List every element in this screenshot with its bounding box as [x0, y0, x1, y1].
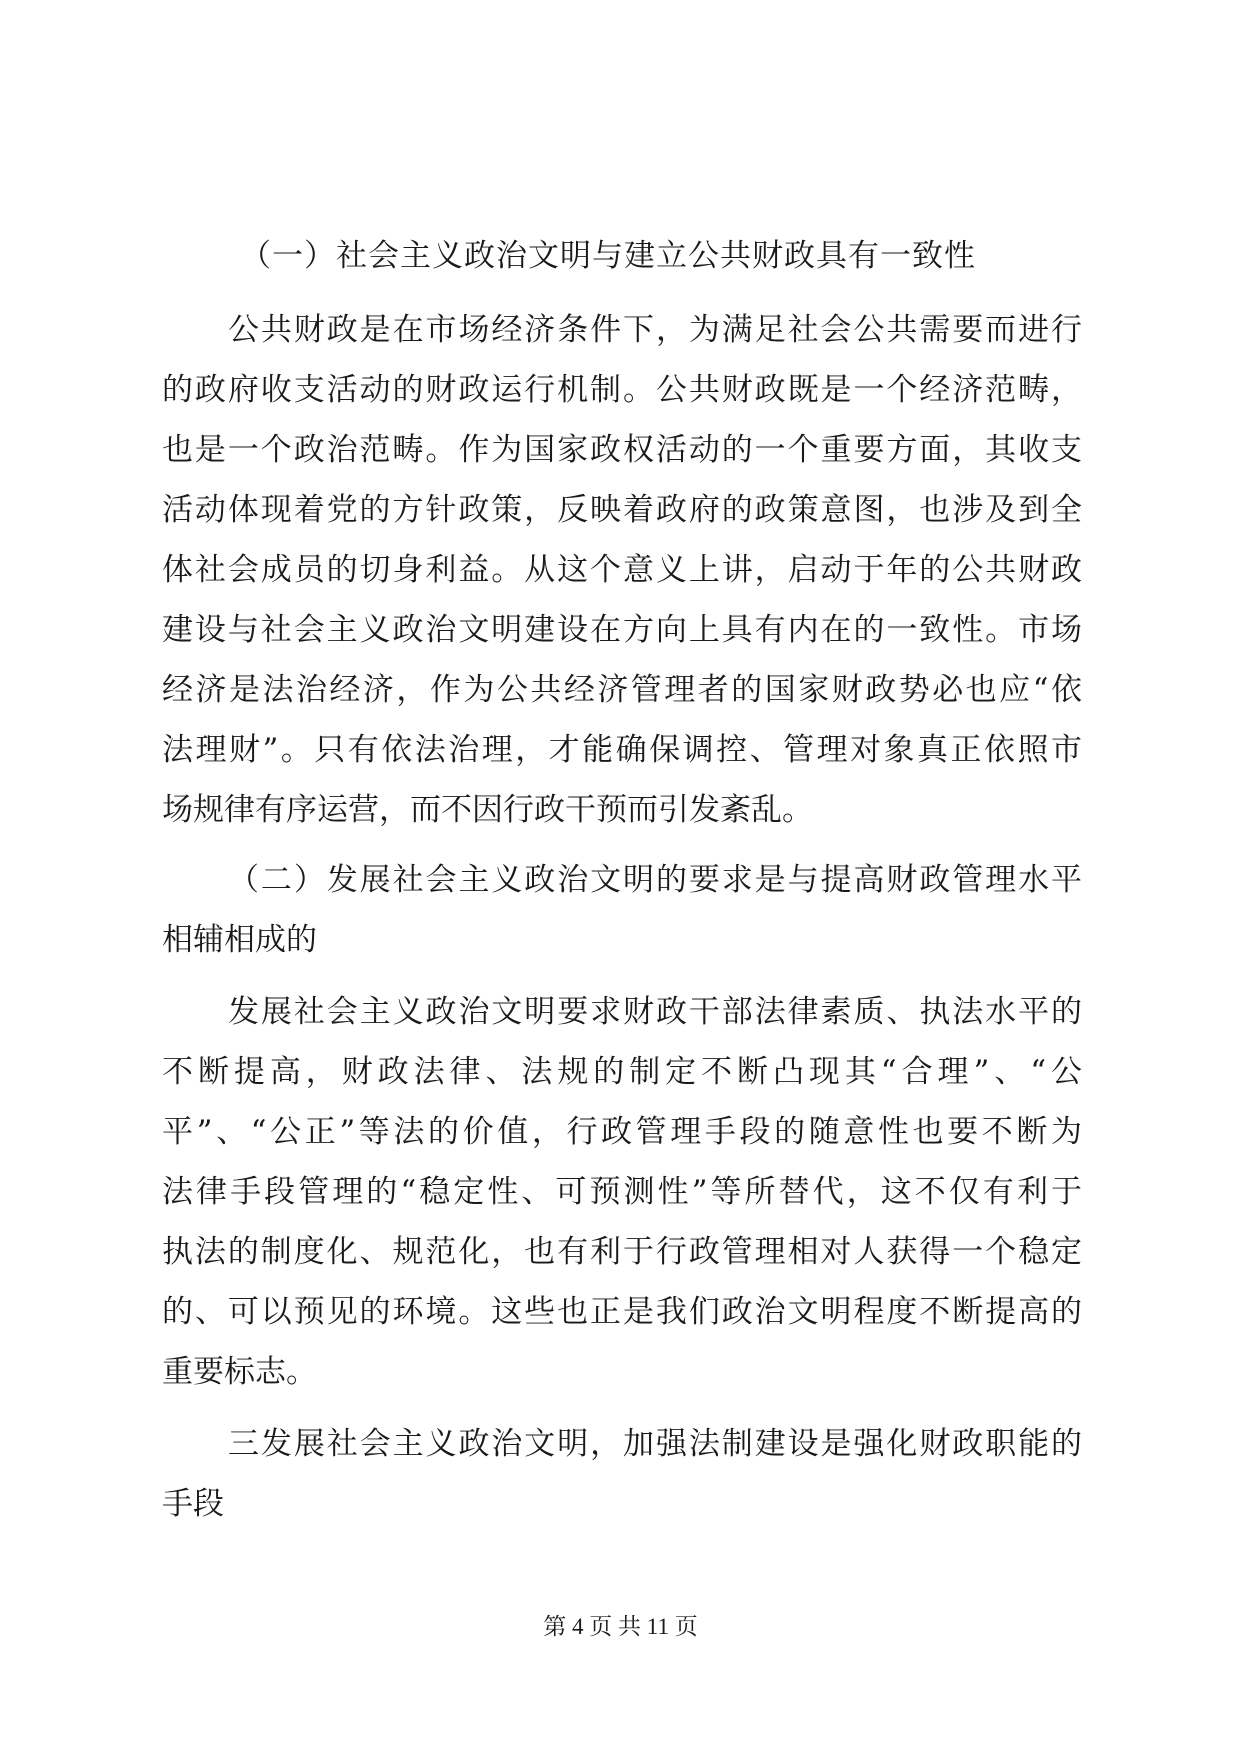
- paragraph-line: 不断提高，财政法律、法规的制定不断凸现其“合理”、“公: [162, 1054, 1082, 1090]
- paragraph-line: 体社会成员的切身利益。从这个意义上讲，启动于年的公共财政: [162, 552, 1082, 588]
- paragraph-line: 重要标志。: [162, 1354, 317, 1390]
- paragraph-line: 执法的制度化、规范化，也有利于行政管理相对人获得一个稳定: [162, 1234, 1082, 1270]
- paragraph-line: 也是一个政治范畴。作为国家政权活动的一个重要方面，其收支: [162, 432, 1082, 468]
- paragraph-line: 的、可以预见的环境。这些也正是我们政治文明程度不断提高的: [162, 1294, 1082, 1330]
- paragraph-line: 法律手段管理的“稳定性、可预测性”等所替代，这不仅有利于: [162, 1174, 1082, 1210]
- section-heading-2: （二）发展社会主义政治文明的要求是与提高财政管理水平: [228, 862, 1082, 898]
- paragraph-line: 发展社会主义政治文明要求财政干部法律素质、执法水平的: [228, 994, 1082, 1030]
- paragraph-line: 平”、“公正”等法的价值，行政管理手段的随意性也要不断为: [162, 1114, 1082, 1150]
- paragraph-line: 公共财政是在市场经济条件下，为满足社会公共需要而进行: [228, 312, 1082, 348]
- section-heading-1: （一）社会主义政治文明与建立公共财政具有一致性: [240, 238, 976, 274]
- paragraph-line: 经济是法治经济，作为公共经济管理者的国家财政势必也应“依: [162, 672, 1082, 708]
- paragraph-line: 法理财”。只有依法治理，才能确保调控、管理对象真正依照市: [162, 732, 1082, 768]
- section-heading-3: 三发展社会主义政治文明，加强法制建设是强化财政职能的: [228, 1426, 1082, 1462]
- paragraph-line: 建设与社会主义政治文明建设在方向上具有内在的一致性。市场: [162, 612, 1082, 648]
- paragraph-line: 的政府收支活动的财政运行机制。公共财政既是一个经济范畴，: [162, 372, 1082, 408]
- paragraph-line: 场规律有序运营，而不因行政干预而引发紊乱。: [162, 792, 813, 828]
- paragraph-line: 活动体现着党的方针政策，反映着政府的政策意图，也涉及到全: [162, 492, 1082, 528]
- page-number-footer: 第 4 页 共 11 页: [543, 1614, 698, 1639]
- section-heading-3-continued: 手段: [162, 1486, 224, 1522]
- section-heading-2-continued: 相辅相成的: [162, 922, 317, 958]
